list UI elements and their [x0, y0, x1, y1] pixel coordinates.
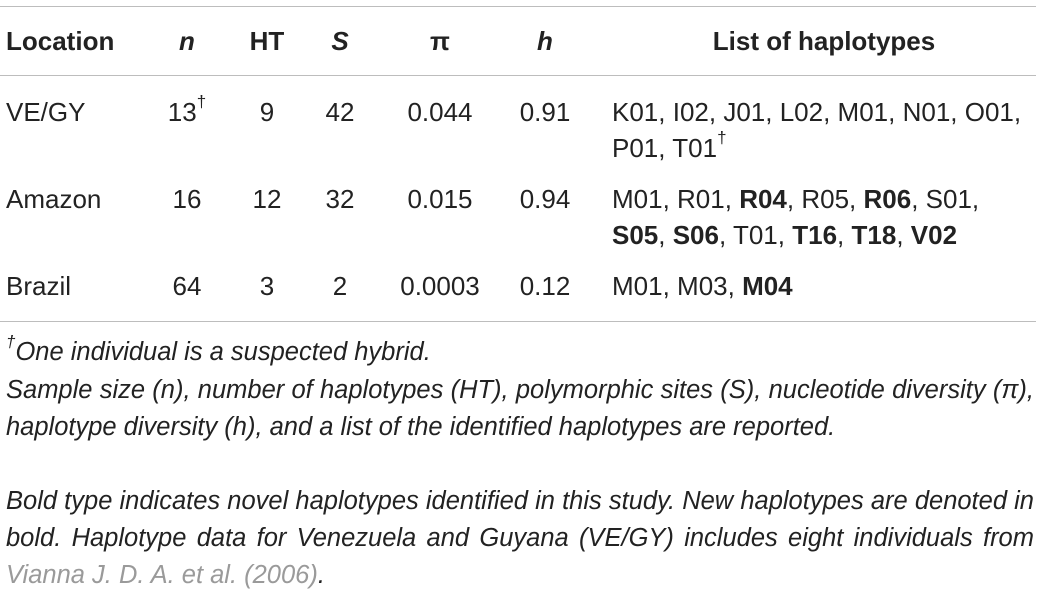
haplotype-id: M03	[677, 271, 728, 301]
haplotype-id: M01	[837, 97, 889, 127]
row-ht: 3	[259, 271, 275, 301]
header-h: h	[537, 26, 553, 56]
header-n: n	[179, 26, 195, 56]
haplotype-id: S01	[925, 184, 972, 214]
row-h: 0.12	[519, 271, 571, 301]
row-location: VE/GY	[6, 97, 86, 127]
row-location: Amazon	[6, 184, 102, 214]
row-s: 42	[325, 97, 355, 127]
haplotype-id: J01	[723, 97, 766, 127]
row-ht: 12	[252, 184, 282, 214]
haplotype-id: V02	[910, 220, 958, 250]
haplotype-id: R06	[863, 184, 912, 214]
row-haplotype-list: K01, I02, J01, L02, M01, N01, O01, P01, T01†	[612, 97, 1022, 163]
haplotype-id: R01	[677, 184, 725, 214]
haplotype-id: S05	[612, 220, 659, 250]
haplotype-id: M01	[612, 184, 663, 214]
row-s: 2	[332, 271, 348, 301]
haplotype-id: T01	[672, 133, 718, 163]
row-pi: 0.015	[407, 184, 473, 214]
haplotype-id: L02	[779, 97, 824, 127]
row-pi: 0.044	[407, 97, 473, 127]
haplotype-id: O01	[964, 97, 1014, 127]
haplotype-id: I02	[672, 97, 709, 127]
haplotype-id: P01	[612, 133, 659, 163]
haplotype-id: R05	[801, 184, 850, 214]
row-haplotype-list: M01, R01, R04, R05, R06, S01, S05, S06, T01, T16, T18, V02	[612, 184, 980, 250]
header-s: S	[331, 26, 349, 56]
dagger-mark: †	[717, 128, 727, 148]
row-location: Brazil	[6, 271, 72, 301]
row-n: 13†	[167, 92, 207, 127]
haplotype-id: N01	[902, 97, 951, 127]
haplotype-id: S06	[672, 220, 719, 250]
haplotype-id: M04	[742, 271, 793, 301]
row-ht: 9	[259, 97, 275, 127]
footnote-summary: Sample size (n), number of haplotypes (HT), polymorphic sites (S), nucleotide diversity (π), haplotype diversity (h), and a list of the identified haplotypes are reported.	[6, 376, 1034, 441]
footnote-dagger: †One individual is a suspected hybrid.	[6, 331, 431, 366]
header-ht: HT	[249, 26, 285, 56]
haplotype-id: T01	[732, 220, 778, 250]
row-n: 64	[172, 271, 202, 301]
haplotype-id: T16	[792, 220, 838, 250]
header-location: Location	[6, 26, 115, 56]
haplotype-id: K01	[612, 97, 659, 127]
table-header-rule	[0, 75, 1036, 76]
row-haplotype-list: M01, M03, M04	[612, 271, 793, 301]
dagger-mark: †	[6, 331, 16, 351]
dagger-mark: †	[196, 92, 207, 112]
haplotype-id: R04	[739, 184, 787, 214]
row-h: 0.91	[519, 97, 571, 127]
table-top-rule	[0, 6, 1036, 7]
row-h: 0.94	[519, 184, 571, 214]
row-pi: 0.0003	[400, 271, 480, 301]
row-n: 16	[172, 184, 202, 214]
table-bottom-rule	[0, 321, 1036, 322]
header-list: List of haplotypes	[712, 26, 936, 56]
footnote-bold-note: Bold type indicates novel haplotypes identified in this study. New haplotypes are denoted in bold. Haplotype data for Venezuela and Guyana (VE/GY) includes eight individuals from Vianna J. D. A. et al. (2006).	[6, 487, 1034, 589]
row-s: 32	[325, 184, 355, 214]
reference-link[interactable]: Vianna J. D. A. et al. (2006)	[6, 561, 318, 589]
haplotype-id: T18	[851, 220, 897, 250]
header-pi: π	[430, 26, 450, 56]
haplotype-id: M01	[612, 271, 663, 301]
